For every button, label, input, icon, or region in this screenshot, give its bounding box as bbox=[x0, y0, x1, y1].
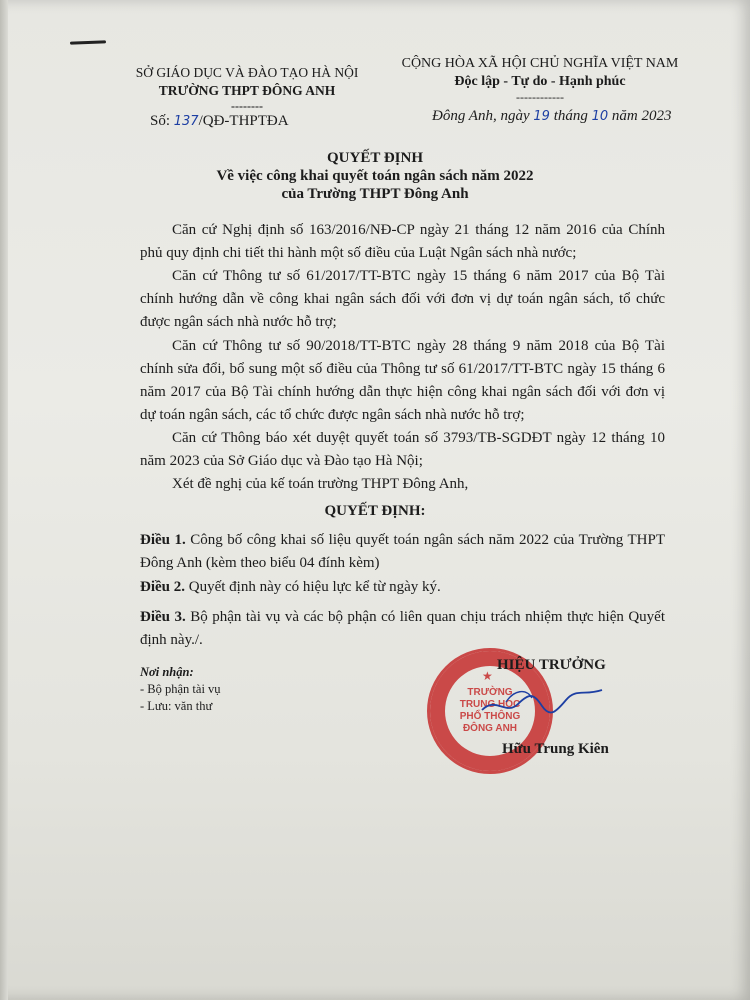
decision-heading: QUYẾT ĐỊNH: bbox=[324, 503, 426, 519]
pen-mark bbox=[70, 40, 106, 44]
stamp-line: TRUNG HỌC bbox=[459, 699, 521, 710]
stamp-line: ĐÔNG ANH bbox=[462, 723, 518, 734]
doc-number-suffix: /QĐ-THPTĐA bbox=[198, 113, 289, 129]
stamp-line: TRƯỜNG bbox=[467, 687, 513, 698]
preamble-paragraph: Xét đề nghị của kế toán trường THPT Đông Anh, bbox=[172, 476, 469, 492]
date-month-label: tháng bbox=[549, 108, 592, 124]
recipient-item: - Lưu: văn thư bbox=[140, 699, 213, 713]
article-3 bbox=[140, 606, 665, 652]
preamble-paragraph: Căn cứ Nghị định số 163/2016/NĐ-CP ngày 21 tháng 12 năm 2016 của Chính phủ quy định chi tiết thi hành một số điều của Luật Ngân sách nhà nước; bbox=[140, 222, 665, 261]
signer-title: HIỆU TRƯỞNG bbox=[497, 657, 606, 673]
article-text: Công bố công khai số liệu quyết toán ngân sách năm 2022 của Trường THPT Đông Anh (kèm theo biểu 04 đính kèm) bbox=[140, 532, 665, 571]
school-name: TRƯỜNG THPT ĐÔNG ANH bbox=[158, 83, 336, 98]
document-title: QUYẾT ĐỊNH bbox=[327, 150, 423, 166]
title-subject-school: của Trường THPT Đông Anh bbox=[281, 186, 469, 202]
recipient-item: - Bộ phận tài vụ bbox=[140, 682, 221, 696]
article-label: Điều 1. bbox=[140, 532, 186, 548]
star-icon: ★ bbox=[482, 669, 493, 683]
signer-name: Hữu Trung Kiên bbox=[502, 741, 609, 757]
stamp-line: PHỔ THÔNG bbox=[459, 711, 521, 722]
motto: Độc lập - Tự do - Hạnh phúc bbox=[454, 74, 626, 89]
department-name: SỞ GIÁO DỤC VÀ ĐÀO TẠO HÀ NỘI bbox=[135, 65, 359, 80]
country-name: CỘNG HÒA XÃ HỘI CHỦ NGHĨA VIỆT NAM bbox=[401, 56, 679, 71]
recipients-block bbox=[140, 664, 221, 715]
article-text: Quyết định này có hiệu lực kể từ ngày ký. bbox=[185, 579, 441, 595]
preamble-paragraph: Căn cứ Thông báo xét duyệt quyết toán số 3793/TB-SGDĐT ngày 12 tháng 10 năm 2023 của Sở Giáo dục và Đào tạo Hà Nội; bbox=[140, 430, 665, 469]
handwritten-signature bbox=[476, 676, 606, 726]
right-rule: ------------ bbox=[516, 90, 564, 104]
article-label: Điều 2. bbox=[140, 579, 185, 595]
doc-number-prefix: Số: bbox=[150, 113, 174, 129]
recipients-heading: Nơi nhận: bbox=[140, 665, 194, 679]
preamble-paragraph: Căn cứ Thông tư số 61/2017/TT-BTC ngày 15 tháng 6 năm 2017 của Bộ Tài chính hướng dẫn về công khai ngân sách đối với đơn vị dự toán ngân sách, tổ chức được ngân sách nhà nước hỗ trợ; bbox=[140, 268, 665, 330]
handwritten-number: 137 bbox=[173, 114, 199, 129]
page-edge bbox=[0, 0, 8, 1000]
issue-date bbox=[432, 108, 672, 125]
document-number bbox=[150, 113, 289, 130]
article-label: Điều 3. bbox=[140, 609, 186, 625]
left-rule: -------- bbox=[231, 99, 263, 113]
preamble-paragraph: Căn cứ Thông tư số 90/2018/TT-BTC ngày 28 tháng 9 năm 2018 của Bộ Tài chính sửa đổi, bổ sung một số điều của Thông tư số 61/2017/TT-BTC ngày 15 tháng 6 năm 2017 của Bộ Tài chính hướng dẫn thực hiện công khai ngân sách đối với đơn vị dự toán ngân sách, các tổ chức được ngân sách nhà nước hỗ trợ; bbox=[140, 338, 665, 423]
title-subject: Về việc công khai quyết toán ngân sách năm 2022 bbox=[216, 168, 534, 184]
article-1 bbox=[140, 529, 665, 575]
handwritten-month: 10 bbox=[591, 109, 609, 124]
handwritten-day: 19 bbox=[533, 109, 550, 124]
date-place: Đông Anh, ngày bbox=[432, 108, 534, 124]
issuer-block bbox=[112, 64, 382, 112]
date-year: năm 2023 bbox=[608, 108, 672, 124]
national-heading bbox=[395, 55, 685, 103]
article-text: Bộ phận tài vụ và các bộ phận có liên quan chịu trách nhiệm thực hiện Quyết định này./. bbox=[140, 609, 665, 648]
article-2 bbox=[140, 576, 665, 599]
